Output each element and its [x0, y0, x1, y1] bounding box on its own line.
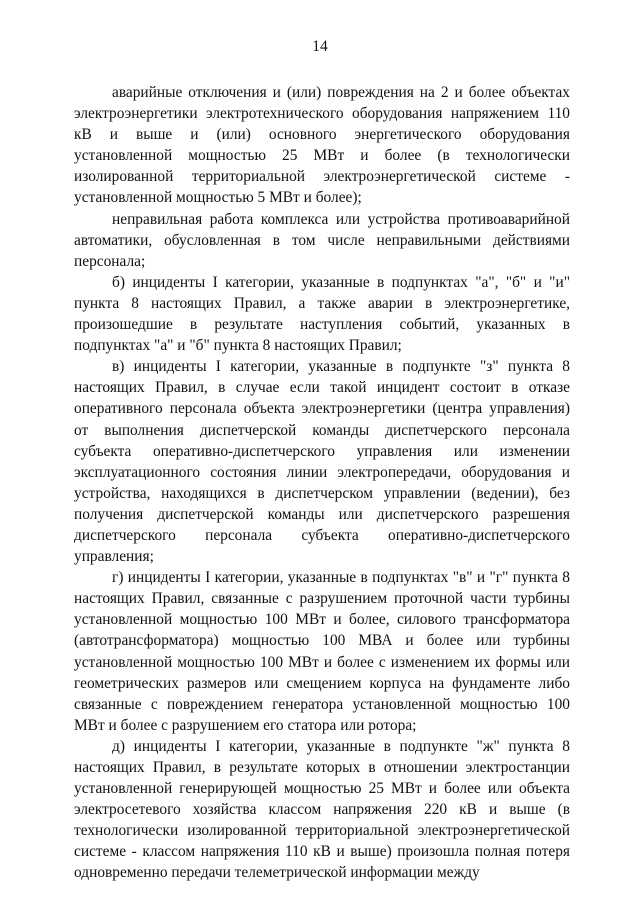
document-body	[74, 82, 570, 884]
paragraph-item-b: б) инциденты I категории, указанные в подпунктах "а", "б" и "и" пункта 8 настоящих Правил, а также аварии в электроэнергетике, произошедшие в результате наступления событий, указанных в подпунктах "а" и "б" пункта 8 настоящих Правил;	[74, 273, 570, 355]
paragraph-item-v: в) инциденты I категории, указанные в подпункте "з" пункта 8 настоящих Правил, в случае если такой инцидент состоит в отказе оперативного персонала объекта электроэнергетики (центра управления) от выполнения диспетчерской команды диспетчерского персонала субъекта оперативно-диспетчерского управления или изменении эксплуатационного состояния линии электропередачи, оборудования и устройства, находящихся в диспетчерском управлении (ведении), без получения диспетчерской команды или диспетчерского разрешения диспетчерского персонала субъекта оперативно-диспетчерского управления;	[74, 358, 570, 566]
paragraph-emergency-outages: аварийные отключения и (или) повреждения на 2 и более объектах электроэнергетики электротехнического оборудования напряжением 110 кВ и выше и (или) основного энергетического оборудования установленной мощностью 25 МВт и более (в технологически изолированной территориальной электроэнергетической системе - установленной мощностью 5 МВт и более);	[74, 84, 570, 207]
paragraph-emergency-automation: неправильная работа комплекса или устройства противоаварийной автоматики, обусловленная в том числе неправильными действиями персонала;	[74, 210, 570, 270]
paragraph-item-d: д) инциденты I категории, указанные в подпункте "ж" пункта 8 настоящих Правил, в результате которых в отношении электростанции установленной генерирующей мощностью 25 МВт и более или объекта электросетевого хозяйства классом напряжения 220 кВ и выше (в технологически изолированной территориальной электроэнергетической системе - классом напряжения 110 кВ и выше) произошла полная потеря одновременно передачи телеметрической информации между	[74, 737, 570, 882]
page-number: 14	[312, 38, 328, 55]
paragraph-item-g: г) инциденты I категории, указанные в подпунктах "в" и "г" пункта 8 настоящих Правил, связанные с разрушением проточной части турбины установленной мощностью 100 МВт и более, силового трансформатора (автотрансформатора) мощностью 100 МВА и более или турбины установленной мощностью 100 МВт и более с изменением их формы или геометрических размеров или смещением корпуса на фундаменте либо связанные с повреждением генератора установленной мощностью 100 МВт и более с разрушением его статора или ротора;	[74, 569, 570, 734]
